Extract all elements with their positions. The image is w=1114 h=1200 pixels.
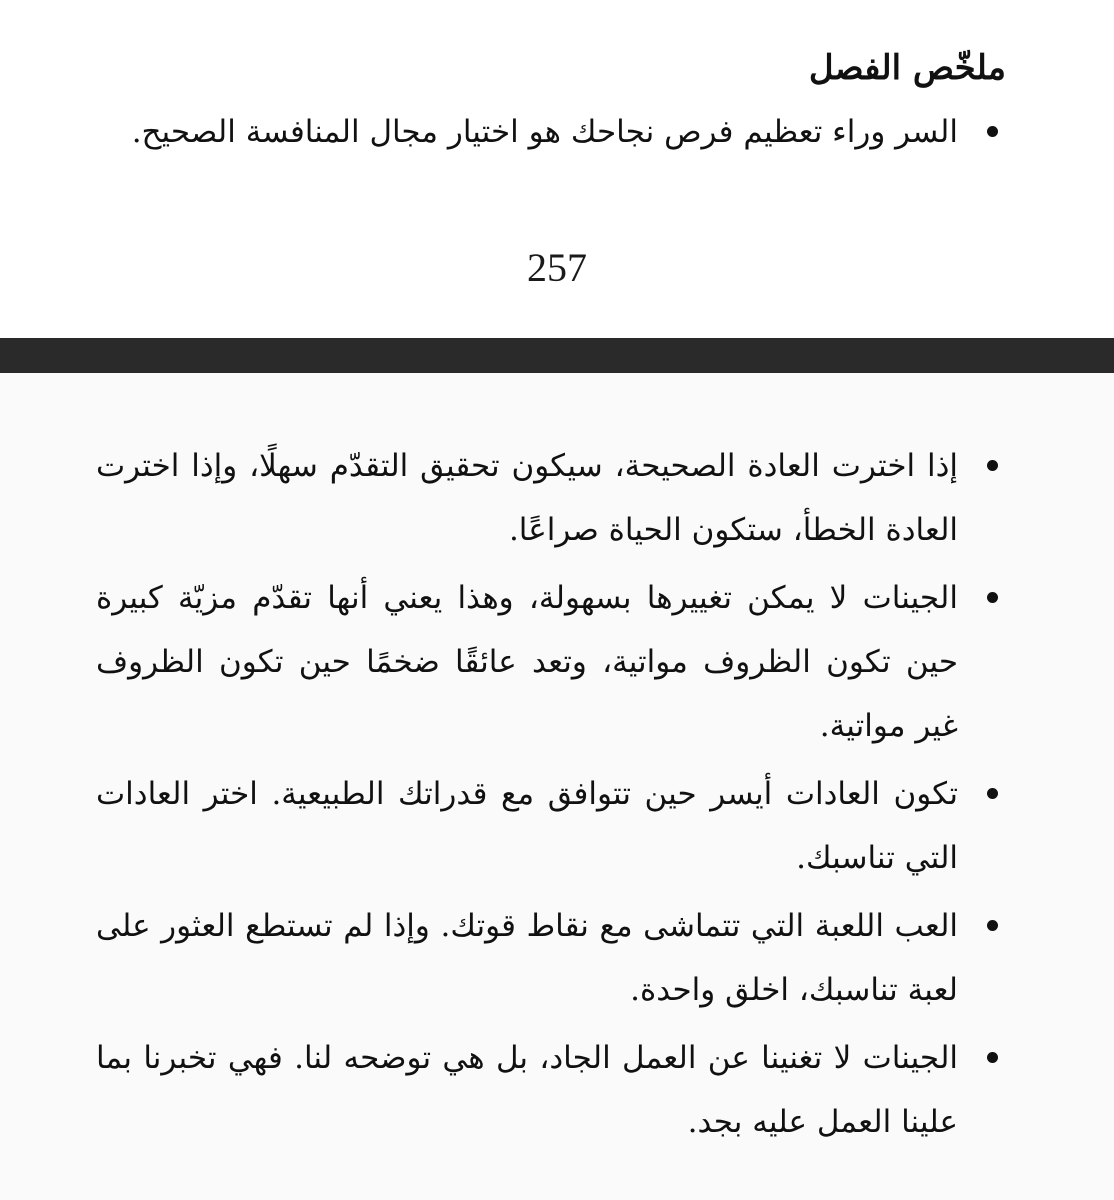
list-item: [96, 762, 1006, 890]
list-item: [96, 566, 1006, 758]
page-divider: [0, 338, 1114, 373]
bullet-text: الجينات لا يمكن تغييرها بسهولة، وهذا يعني أنها تقدّم مزيّة كبيرة حين تكون الظروف مواتية، وتعد عائقًا ضخمًا حين تكون الظروف غير مواتية.: [96, 580, 958, 744]
list-item: [96, 1026, 1006, 1154]
bullet-text: السر وراء تعظيم فرص نجاحك هو اختيار مجال المنافسة الصحيح.: [131, 114, 958, 150]
bullet-icon: [987, 592, 998, 603]
bullet-text: إذا اخترت العادة الصحيحة، سيكون تحقيق التقدّم سهلًا، وإذا اخترت العادة الخطأ، ستكون الحياة صراعًا.: [96, 448, 958, 548]
bottom-bullet-list: [96, 434, 1006, 1158]
bullet-icon: [987, 460, 998, 471]
list-item: [96, 894, 1006, 1022]
bullet-icon: [987, 920, 998, 931]
bullet-text: العب اللعبة التي تتماشى مع نقاط قوتك. وإذا لم تستطع العثور على لعبة تناسبك، اخلق واحدة.: [96, 908, 958, 1008]
bullet-icon: [987, 126, 998, 137]
bullet-text: الجينات لا تغنينا عن العمل الجاد، بل هي توضحه لنا. فهي تخبرنا بما علينا العمل عليه بجد.: [96, 1040, 958, 1140]
bullet-text: تكون العادات أيسر حين تتوافق مع قدراتك الطبيعية. اختر العادات التي تناسبك.: [96, 776, 958, 876]
bullet-icon: [987, 788, 998, 799]
chapter-summary-heading: ملخّص الفصل: [808, 48, 1006, 88]
page-number: 257: [527, 245, 587, 290]
list-item: [96, 434, 1006, 562]
bullet-icon: [987, 1052, 998, 1063]
top-page: [0, 0, 1114, 338]
bottom-page: [0, 373, 1114, 1200]
list-item: [96, 100, 1006, 164]
top-bullet-list: [96, 100, 1006, 164]
